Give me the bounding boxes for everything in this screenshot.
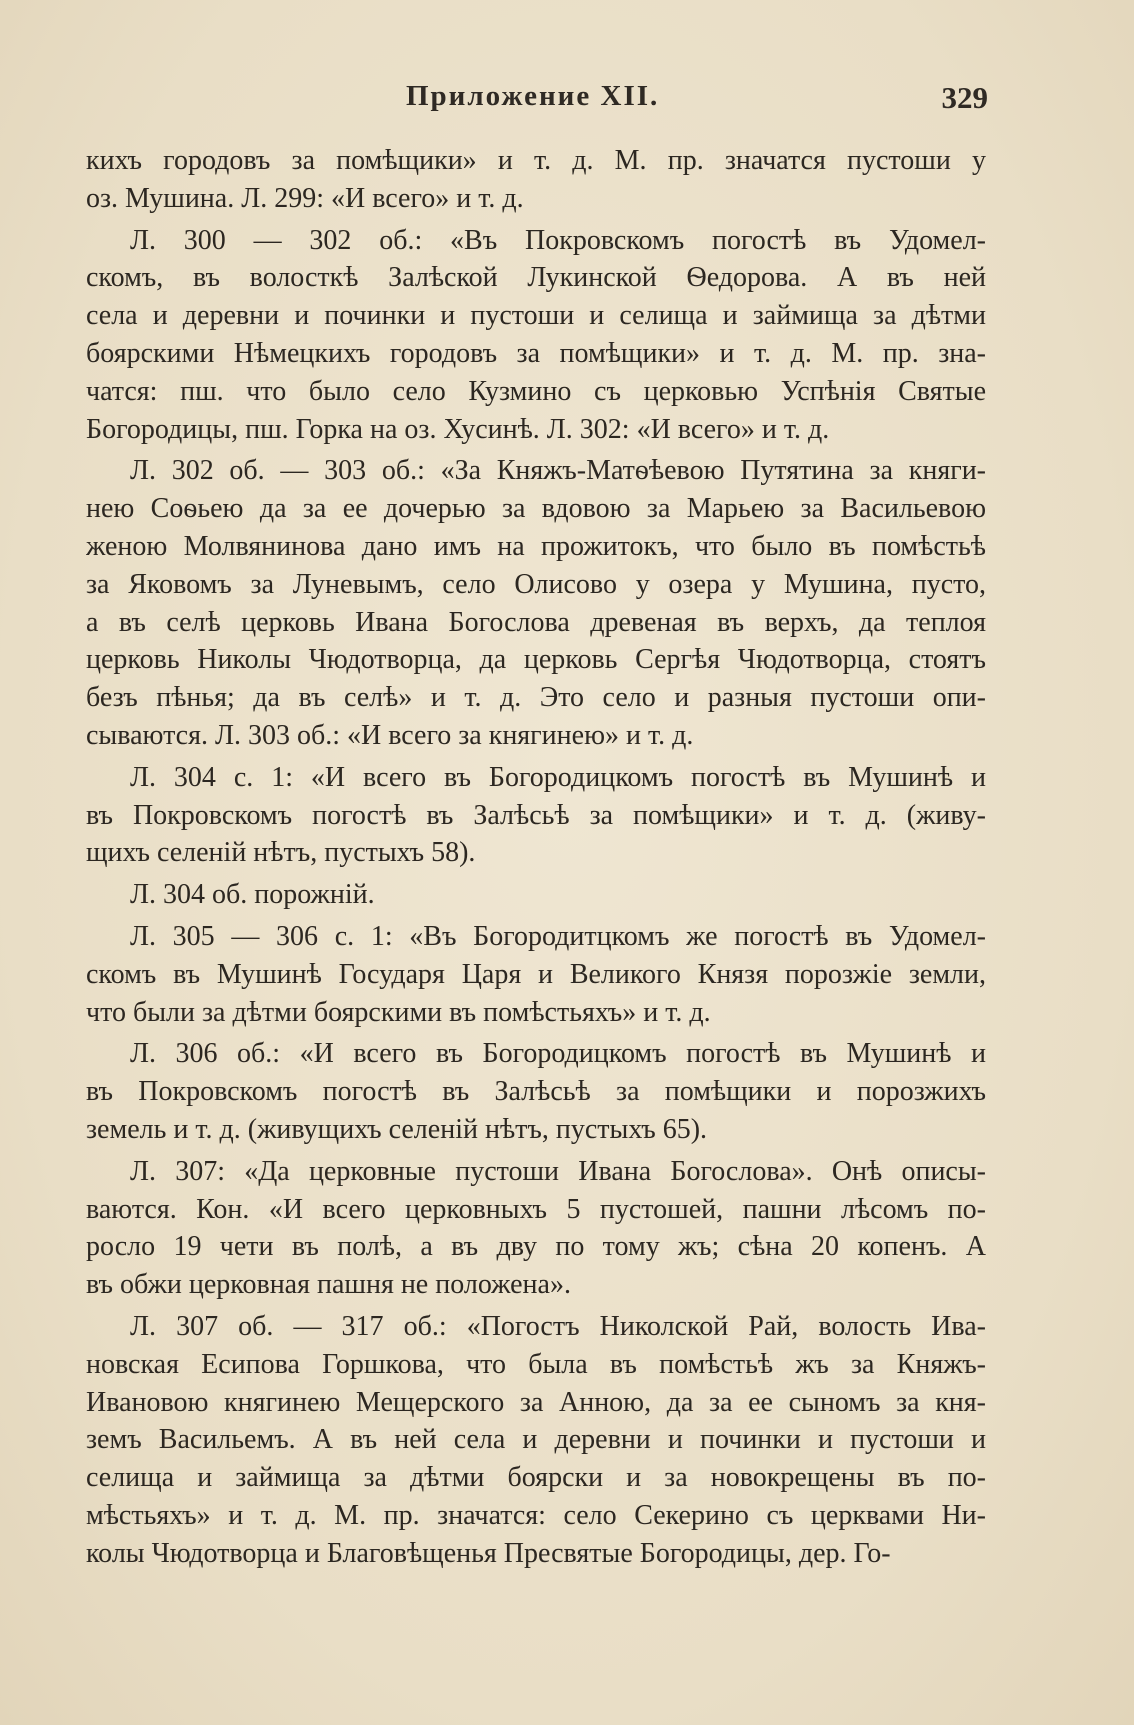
text-line: сываются. Л. 303 об.: «И всего за княгинею» и т. д. [86, 719, 694, 751]
text-line: скомъ, въ волосткѣ Залѣской Лукинской Ѳедорова. А въ ней [86, 262, 986, 294]
text-line: земъ Васильемъ. А въ ней села и деревни и починки и пустоши и [86, 1424, 986, 1456]
text-line: Л. 304 об. порожнiй. [130, 879, 375, 911]
text-line: женою Молвянинова дано имъ на прожитокъ, что было въ помѣстьѣ [86, 530, 986, 562]
paragraph [86, 222, 986, 449]
page-number: 329 [941, 80, 988, 115]
text-line: села и деревни и починки и пустоши и селища и займища за дѣтми [86, 300, 986, 332]
text-line: Л. 305 — 306 с. 1: «Въ Богородитцкомъ же погостѣ въ Удомел- [130, 920, 986, 952]
running-title: Приложение XII. [406, 80, 660, 112]
paragraph [86, 1035, 986, 1148]
text-line: нею Соѳьею да за ее дочерью за вдовою за Марьею за Васильевою [86, 493, 986, 525]
paragraph [86, 759, 986, 872]
text-line: Ивановою княгинею Мещерского за Анною, да за ее сыномъ за кня- [86, 1386, 986, 1418]
text-line: чатся: пш. что было село Кузмино съ церковью Успѣнія Святые [86, 375, 986, 407]
paragraph [86, 1308, 986, 1573]
text-line: селища и займища за дѣтми боярски и за новокрещены въ по- [86, 1462, 986, 1494]
text-line: щихъ селенiй нѣтъ, пустыхъ 58). [86, 837, 476, 869]
text-line: земель и т. д. (живущихъ селенiй нѣтъ, пустыхъ 65). [86, 1113, 708, 1145]
text-line: Л. 304 с. 1: «И всего въ Богородицкомъ погостѣ въ Мушинѣ и [130, 761, 986, 793]
text-line: Л. 307: «Да церковные пустоши Ивана Богослова». Онѣ описы- [130, 1155, 986, 1187]
text-line: скомъ въ Мушинѣ Государя Царя и Великого Князя порозжiе земли, [86, 958, 986, 990]
text-line: мѣстьяхъ» и т. д. М. пр. значатся: село Секерино съ церквами Ни- [86, 1499, 986, 1531]
text-line: что были за дѣтми боярскими въ помѣстьяхъ» и т. д. [86, 996, 711, 1028]
paragraph [86, 1153, 986, 1304]
text-line: Л. 306 об.: «И всего въ Богородицкомъ погостѣ въ Мушинѣ и [130, 1038, 986, 1070]
text-line: а въ селѣ церковь Ивана Богослова древеная въ верхъ, да теплоя [86, 606, 986, 638]
text-line: оз. Мушина. Л. 299: «И всего» и т. д. [86, 182, 524, 214]
text-line: церковь Николы Чюдотворца, да церковь Сергѣя Чюдотворца, стоятъ [86, 644, 986, 676]
text-line: росло 19 чети въ полѣ, а въ дву по тому жъ; сѣна 20 копенъ. А [86, 1231, 986, 1263]
paragraph [86, 876, 986, 914]
text-line: Богородицы, пш. Горка на оз. Хусинѣ. Л. 302: «И всего» и т. д. [86, 413, 830, 445]
text-line: боярскими Нѣмецкихъ городовъ за помѣщики» и т. д. М. пр. зна- [86, 337, 986, 369]
text-line: ваются. Кон. «И всего церковныхъ 5 пустошей, пашни лѣсомъ по- [86, 1193, 986, 1225]
text-line: безъ пѣнья; да въ селѣ» и т. д. Это село и разныя пустоши опи- [86, 682, 986, 714]
text-body [86, 142, 986, 1576]
text-line: въ Покровскомъ погостѣ въ Залѣсьѣ за помѣщики» и т. д. (живу- [86, 799, 986, 831]
text-line: кихъ городовъ за помѣщики» и т. д. М. пр. значатся пустоши у [86, 145, 986, 176]
text-line: новская Есипова Горшкова, что была въ помѣстьѣ жъ за Княжъ- [86, 1348, 986, 1380]
text-line: Л. 307 об. — 317 об.: «Погостъ Николской Рай, волость Ива- [130, 1310, 986, 1342]
text-line: Л. 300 — 302 об.: «Въ Покровскомъ погостѣ въ Удомел- [130, 224, 986, 256]
text-line: Л. 302 об. — 303 об.: «За Княжъ-Матѳѣевою Путятина за княги- [130, 455, 986, 487]
text-line: въ Покровскомъ погостѣ въ Залѣсьѣ за помѣщики и порозжихъ [86, 1076, 986, 1108]
page-header [88, 80, 988, 120]
text-line: колы Чюдотворца и Благовѣщенья Пресвятые Богородицы, дер. Го- [86, 1537, 891, 1569]
paragraph [86, 918, 986, 1031]
paragraph [86, 452, 986, 754]
text-line: въ обжи церковная пашня не положена». [86, 1269, 571, 1301]
text-line: за Яковомъ за Луневымъ, село Олисово у озера у Мушина, пусто, [86, 568, 986, 600]
paragraph [86, 142, 986, 218]
